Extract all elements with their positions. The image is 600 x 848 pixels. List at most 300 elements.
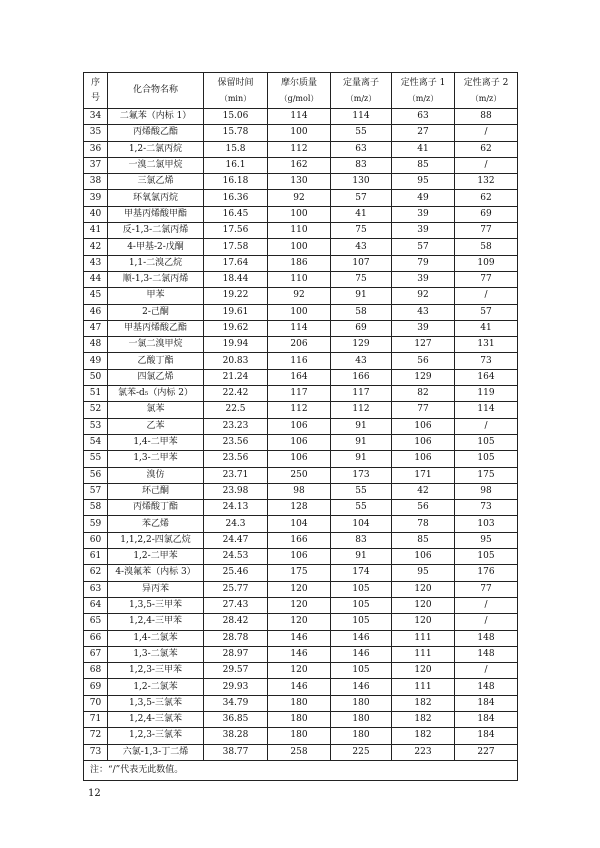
cell-qual-ion-1: 49 — [392, 190, 455, 206]
cell-no: 37 — [84, 157, 108, 173]
cell-qual-ion-2: 148 — [455, 679, 518, 695]
cell-molar-mass: 106 — [268, 418, 331, 434]
cell-qual-ion-2: 73 — [455, 500, 518, 516]
cell-molar-mass: 104 — [268, 516, 331, 532]
cell-quant-ion: 166 — [331, 369, 392, 385]
cell-molar-mass: 98 — [268, 483, 331, 499]
cell-qual-ion-2: / — [455, 125, 518, 141]
cell-retention-time: 18.44 — [204, 271, 268, 287]
cell-retention-time: 23.56 — [204, 451, 268, 467]
cell-compound-name: 丙烯酸丁酯 — [108, 500, 204, 516]
cell-compound-name: 1,3,5-三甲苯 — [108, 597, 204, 613]
cell-qual-ion-1: 182 — [392, 728, 455, 744]
cell-qual-ion-2: 184 — [455, 695, 518, 711]
page-number: 12 — [88, 788, 101, 799]
cell-retention-time: 16.18 — [204, 174, 268, 190]
cell-no: 67 — [84, 646, 108, 662]
cell-qual-ion-2: 105 — [455, 549, 518, 565]
cell-retention-time: 28.97 — [204, 646, 268, 662]
cell-retention-time: 17.58 — [204, 239, 268, 255]
cell-molar-mass: 250 — [268, 467, 331, 483]
cell-qual-ion-1: 120 — [392, 614, 455, 630]
table-row — [84, 614, 518, 630]
cell-quant-ion: 112 — [331, 402, 392, 418]
cell-retention-time: 15.8 — [204, 141, 268, 157]
cell-quant-ion: 173 — [331, 467, 392, 483]
table-row — [84, 304, 518, 320]
cell-no: 48 — [84, 337, 108, 353]
cell-quant-ion: 63 — [331, 141, 392, 157]
table-row — [84, 320, 518, 336]
cell-qual-ion-1: 182 — [392, 695, 455, 711]
cell-no: 40 — [84, 206, 108, 222]
cell-retention-time: 24.3 — [204, 516, 268, 532]
cell-no: 38 — [84, 174, 108, 190]
cell-molar-mass: 120 — [268, 663, 331, 679]
cell-retention-time: 15.06 — [204, 109, 268, 125]
table-row — [84, 125, 518, 141]
cell-no: 61 — [84, 549, 108, 565]
cell-no: 34 — [84, 109, 108, 125]
cell-qual-ion-2: 227 — [455, 744, 518, 760]
cell-no: 57 — [84, 483, 108, 499]
table-row — [84, 744, 518, 760]
cell-compound-name: 1,4-二氯苯 — [108, 630, 204, 646]
table-row — [84, 663, 518, 679]
cell-no: 58 — [84, 500, 108, 516]
table-row — [84, 337, 518, 353]
header-molar-mass-unit: （g/mol） — [279, 93, 319, 103]
table-row — [84, 646, 518, 662]
cell-molar-mass: 106 — [268, 549, 331, 565]
table-row — [84, 174, 518, 190]
cell-qual-ion-2: 114 — [455, 402, 518, 418]
header-quant-ion-label: 定量离子 — [342, 77, 379, 88]
cell-qual-ion-1: 95 — [392, 174, 455, 190]
cell-retention-time: 38.77 — [204, 744, 268, 760]
cell-qual-ion-2: 69 — [455, 206, 518, 222]
header-qual-ion-1-label: 定性离子 1 — [400, 77, 446, 88]
cell-compound-name: 环氧氯丙烷 — [108, 190, 204, 206]
cell-qual-ion-1: 106 — [392, 418, 455, 434]
cell-compound-name: 三氯乙烯 — [108, 174, 204, 190]
table-row — [84, 711, 518, 727]
cell-compound-name: 1,3-二甲苯 — [108, 451, 204, 467]
cell-qual-ion-2: 62 — [455, 141, 518, 157]
cell-retention-time: 29.57 — [204, 663, 268, 679]
table-row — [84, 386, 518, 402]
cell-compound-name: 1,1,2,2-四氯乙烷 — [108, 532, 204, 548]
cell-molar-mass: 114 — [268, 109, 331, 125]
cell-qual-ion-1: 111 — [392, 679, 455, 695]
cell-molar-mass: 180 — [268, 711, 331, 727]
cell-qual-ion-2: 77 — [455, 223, 518, 239]
cell-molar-mass: 120 — [268, 614, 331, 630]
cell-qual-ion-2: / — [455, 288, 518, 304]
cell-molar-mass: 180 — [268, 695, 331, 711]
cell-retention-time: 19.61 — [204, 304, 268, 320]
cell-quant-ion: 83 — [331, 532, 392, 548]
cell-compound-name: 4-甲基-2-戊酮 — [108, 239, 204, 255]
cell-compound-name: 甲基丙烯酸甲酯 — [108, 206, 204, 222]
table-row — [84, 157, 518, 173]
cell-molar-mass: 146 — [268, 630, 331, 646]
cell-molar-mass: 100 — [268, 304, 331, 320]
table-row — [84, 467, 518, 483]
cell-qual-ion-1: 85 — [392, 532, 455, 548]
header-quant-ion — [331, 73, 392, 109]
cell-molar-mass: 258 — [268, 744, 331, 760]
cell-no: 47 — [84, 320, 108, 336]
cell-quant-ion: 91 — [331, 288, 392, 304]
cell-compound-name: 1,2,3-三氯苯 — [108, 728, 204, 744]
cell-quant-ion: 130 — [331, 174, 392, 190]
cell-qual-ion-1: 171 — [392, 467, 455, 483]
cell-retention-time: 24.47 — [204, 532, 268, 548]
cell-molar-mass: 112 — [268, 402, 331, 418]
cell-no: 50 — [84, 369, 108, 385]
cell-compound-name: 乙酸丁酯 — [108, 353, 204, 369]
table-row — [84, 679, 518, 695]
cell-no: 68 — [84, 663, 108, 679]
cell-retention-time: 16.36 — [204, 190, 268, 206]
cell-qual-ion-1: 223 — [392, 744, 455, 760]
cell-compound-name: 甲苯 — [108, 288, 204, 304]
cell-no: 59 — [84, 516, 108, 532]
cell-qual-ion-1: 56 — [392, 500, 455, 516]
table-row — [84, 206, 518, 222]
cell-molar-mass: 175 — [268, 565, 331, 581]
table-row — [84, 190, 518, 206]
cell-no: 42 — [84, 239, 108, 255]
cell-retention-time: 16.1 — [204, 157, 268, 173]
cell-retention-time: 28.42 — [204, 614, 268, 630]
cell-molar-mass: 114 — [268, 320, 331, 336]
cell-retention-time: 24.53 — [204, 549, 268, 565]
header-quant-ion-unit: （m/z） — [345, 93, 377, 103]
cell-quant-ion: 107 — [331, 255, 392, 271]
cell-retention-time: 19.22 — [204, 288, 268, 304]
cell-qual-ion-2: 57 — [455, 304, 518, 320]
table-row — [84, 565, 518, 581]
header-qual-ion-1-unit: （m/z） — [407, 93, 439, 103]
cell-qual-ion-1: 120 — [392, 581, 455, 597]
cell-compound-name: 氯苯 — [108, 402, 204, 418]
header-molar-mass — [268, 73, 331, 109]
table-row — [84, 271, 518, 287]
cell-compound-name: 乙苯 — [108, 418, 204, 434]
table-row — [84, 402, 518, 418]
table-body — [84, 109, 518, 761]
cell-qual-ion-2: 119 — [455, 386, 518, 402]
cell-quant-ion: 129 — [331, 337, 392, 353]
cell-compound-name: 一氯二溴甲烷 — [108, 337, 204, 353]
cell-retention-time: 23.71 — [204, 467, 268, 483]
cell-no: 56 — [84, 467, 108, 483]
cell-molar-mass: 92 — [268, 190, 331, 206]
cell-no: 71 — [84, 711, 108, 727]
cell-compound-name: 4-溴氟苯（内标 3） — [108, 565, 204, 581]
cell-compound-name: 1,2,4-三甲苯 — [108, 614, 204, 630]
cell-compound-name: 1,4-二甲苯 — [108, 434, 204, 450]
table-row — [84, 500, 518, 516]
table-row — [84, 353, 518, 369]
header-no — [84, 73, 108, 109]
cell-retention-time: 24.13 — [204, 500, 268, 516]
cell-quant-ion: 225 — [331, 744, 392, 760]
cell-qual-ion-1: 39 — [392, 206, 455, 222]
cell-retention-time: 23.98 — [204, 483, 268, 499]
cell-qual-ion-2: 184 — [455, 711, 518, 727]
cell-quant-ion: 91 — [331, 434, 392, 450]
table-row — [84, 516, 518, 532]
cell-retention-time: 17.56 — [204, 223, 268, 239]
cell-compound-name: 1,2-二甲苯 — [108, 549, 204, 565]
cell-molar-mass: 112 — [268, 141, 331, 157]
cell-qual-ion-2: / — [455, 597, 518, 613]
cell-compound-name: 四氯乙烯 — [108, 369, 204, 385]
cell-qual-ion-2: 176 — [455, 565, 518, 581]
cell-molar-mass: 166 — [268, 532, 331, 548]
cell-molar-mass: 106 — [268, 451, 331, 467]
cell-no: 35 — [84, 125, 108, 141]
cell-no: 43 — [84, 255, 108, 271]
cell-no: 53 — [84, 418, 108, 434]
header-qual-ion-2-label: 定性离子 2 — [463, 77, 509, 88]
cell-no: 41 — [84, 223, 108, 239]
cell-molar-mass: 110 — [268, 271, 331, 287]
table-row — [84, 255, 518, 271]
cell-molar-mass: 100 — [268, 206, 331, 222]
cell-qual-ion-1: 39 — [392, 223, 455, 239]
cell-no: 39 — [84, 190, 108, 206]
cell-no: 66 — [84, 630, 108, 646]
cell-qual-ion-2: / — [455, 614, 518, 630]
cell-molar-mass: 128 — [268, 500, 331, 516]
cell-no: 60 — [84, 532, 108, 548]
cell-qual-ion-2: 148 — [455, 630, 518, 646]
cell-qual-ion-1: 27 — [392, 125, 455, 141]
table-row — [84, 549, 518, 565]
table-row — [84, 630, 518, 646]
cell-quant-ion: 91 — [331, 549, 392, 565]
header-retention-time-unit: （min） — [219, 93, 252, 103]
cell-qual-ion-1: 106 — [392, 434, 455, 450]
cell-qual-ion-1: 43 — [392, 304, 455, 320]
cell-qual-ion-1: 78 — [392, 516, 455, 532]
cell-qual-ion-2: 58 — [455, 239, 518, 255]
cell-compound-name: 1,2-二氯苯 — [108, 679, 204, 695]
cell-no: 44 — [84, 271, 108, 287]
cell-quant-ion: 91 — [331, 418, 392, 434]
cell-qual-ion-1: 106 — [392, 451, 455, 467]
cell-molar-mass: 146 — [268, 646, 331, 662]
cell-no: 69 — [84, 679, 108, 695]
cell-retention-time: 22.42 — [204, 386, 268, 402]
cell-quant-ion: 69 — [331, 320, 392, 336]
cell-qual-ion-2: 132 — [455, 174, 518, 190]
cell-no: 70 — [84, 695, 108, 711]
cell-qual-ion-2: 88 — [455, 109, 518, 125]
cell-molar-mass: 206 — [268, 337, 331, 353]
header-no-line1: 序 — [90, 77, 100, 88]
header-molar-mass-label: 摩尔质量 — [280, 77, 317, 88]
table-row — [84, 597, 518, 613]
cell-molar-mass: 120 — [268, 597, 331, 613]
cell-no: 45 — [84, 288, 108, 304]
cell-qual-ion-2: 184 — [455, 728, 518, 744]
cell-quant-ion: 105 — [331, 663, 392, 679]
cell-no: 62 — [84, 565, 108, 581]
cell-qual-ion-2: 175 — [455, 467, 518, 483]
cell-compound-name: 环己酮 — [108, 483, 204, 499]
cell-retention-time: 21.24 — [204, 369, 268, 385]
cell-compound-name: 异丙苯 — [108, 581, 204, 597]
cell-molar-mass: 162 — [268, 157, 331, 173]
table-row — [84, 532, 518, 548]
cell-compound-name: 1,2,4-三氯苯 — [108, 711, 204, 727]
cell-quant-ion: 146 — [331, 630, 392, 646]
cell-molar-mass: 117 — [268, 386, 331, 402]
cell-no: 36 — [84, 141, 108, 157]
cell-no: 46 — [84, 304, 108, 320]
table-row — [84, 418, 518, 434]
cell-quant-ion: 146 — [331, 679, 392, 695]
table-row — [84, 451, 518, 467]
cell-retention-time: 16.45 — [204, 206, 268, 222]
header-retention-time — [204, 73, 268, 109]
cell-quant-ion: 104 — [331, 516, 392, 532]
cell-retention-time: 25.77 — [204, 581, 268, 597]
cell-retention-time: 25.46 — [204, 565, 268, 581]
cell-qual-ion-1: 56 — [392, 353, 455, 369]
cell-quant-ion: 146 — [331, 646, 392, 662]
cell-no: 73 — [84, 744, 108, 760]
compound-table — [83, 72, 518, 781]
cell-retention-time: 19.94 — [204, 337, 268, 353]
cell-qual-ion-2: 164 — [455, 369, 518, 385]
table-row — [84, 239, 518, 255]
header-qual-ion-2-unit: （m/z） — [470, 93, 502, 103]
cell-molar-mass: 116 — [268, 353, 331, 369]
cell-retention-time: 23.23 — [204, 418, 268, 434]
cell-quant-ion: 105 — [331, 581, 392, 597]
cell-quant-ion: 180 — [331, 728, 392, 744]
cell-qual-ion-1: 39 — [392, 320, 455, 336]
header-no-line2: 号 — [90, 92, 100, 103]
cell-retention-time: 27.43 — [204, 597, 268, 613]
cell-qual-ion-1: 85 — [392, 157, 455, 173]
cell-qual-ion-2: 148 — [455, 646, 518, 662]
cell-retention-time: 36.85 — [204, 711, 268, 727]
cell-quant-ion: 43 — [331, 239, 392, 255]
cell-retention-time: 22.5 — [204, 402, 268, 418]
cell-qual-ion-1: 79 — [392, 255, 455, 271]
cell-quant-ion: 75 — [331, 223, 392, 239]
cell-qual-ion-2: 41 — [455, 320, 518, 336]
table-note: 注：“/”代表无此数值。 — [84, 760, 518, 780]
table-row — [84, 141, 518, 157]
cell-quant-ion: 55 — [331, 125, 392, 141]
cell-retention-time: 29.93 — [204, 679, 268, 695]
note-row — [84, 760, 518, 780]
table-row — [84, 109, 518, 125]
cell-qual-ion-1: 41 — [392, 141, 455, 157]
cell-quant-ion: 55 — [331, 483, 392, 499]
cell-qual-ion-1: 57 — [392, 239, 455, 255]
cell-retention-time: 38.28 — [204, 728, 268, 744]
table-row — [84, 728, 518, 744]
cell-qual-ion-2: 109 — [455, 255, 518, 271]
cell-quant-ion: 105 — [331, 597, 392, 613]
cell-qual-ion-2: / — [455, 157, 518, 173]
cell-compound-name: 2-己酮 — [108, 304, 204, 320]
cell-molar-mass: 106 — [268, 434, 331, 450]
cell-quant-ion: 114 — [331, 109, 392, 125]
cell-quant-ion: 55 — [331, 500, 392, 516]
cell-quant-ion: 180 — [331, 695, 392, 711]
table-row — [84, 369, 518, 385]
cell-qual-ion-1: 95 — [392, 565, 455, 581]
cell-qual-ion-1: 63 — [392, 109, 455, 125]
cell-no: 52 — [84, 402, 108, 418]
cell-retention-time: 19.62 — [204, 320, 268, 336]
cell-quant-ion: 180 — [331, 711, 392, 727]
cell-qual-ion-2: 105 — [455, 451, 518, 467]
cell-qual-ion-1: 106 — [392, 549, 455, 565]
table-row — [84, 581, 518, 597]
cell-compound-name: 六氯-1,3-丁二烯 — [108, 744, 204, 760]
cell-qual-ion-1: 127 — [392, 337, 455, 353]
cell-retention-time: 23.56 — [204, 434, 268, 450]
cell-compound-name: 1,3,5-三氯苯 — [108, 695, 204, 711]
cell-molar-mass: 186 — [268, 255, 331, 271]
cell-qual-ion-1: 77 — [392, 402, 455, 418]
table-row — [84, 695, 518, 711]
cell-compound-name: 顺-1,3-二氯丙烯 — [108, 271, 204, 287]
cell-no: 54 — [84, 434, 108, 450]
header-qual-ion-2 — [455, 73, 518, 109]
cell-quant-ion: 105 — [331, 614, 392, 630]
cell-compound-name: 苯乙烯 — [108, 516, 204, 532]
cell-compound-name: 氯苯-d₅（内标 2） — [108, 386, 204, 402]
cell-compound-name: 溴仿 — [108, 467, 204, 483]
cell-molar-mass: 110 — [268, 223, 331, 239]
cell-quant-ion: 57 — [331, 190, 392, 206]
cell-compound-name: 1,3-二氯苯 — [108, 646, 204, 662]
cell-compound-name: 1,1-二溴乙烷 — [108, 255, 204, 271]
cell-quant-ion: 174 — [331, 565, 392, 581]
cell-quant-ion: 75 — [331, 271, 392, 287]
cell-qual-ion-2: 73 — [455, 353, 518, 369]
cell-molar-mass: 100 — [268, 239, 331, 255]
cell-compound-name: 反-1,3-二氯丙烯 — [108, 223, 204, 239]
cell-qual-ion-1: 120 — [392, 663, 455, 679]
header-retention-time-label: 保留时间 — [217, 77, 254, 88]
cell-compound-name: 丙烯酸乙酯 — [108, 125, 204, 141]
cell-retention-time: 28.78 — [204, 630, 268, 646]
table-row — [84, 288, 518, 304]
cell-quant-ion: 83 — [331, 157, 392, 173]
table-header-row — [84, 73, 518, 109]
cell-qual-ion-2: 77 — [455, 271, 518, 287]
cell-qual-ion-2: 95 — [455, 532, 518, 548]
cell-no: 55 — [84, 451, 108, 467]
cell-retention-time: 17.64 — [204, 255, 268, 271]
table-row — [84, 483, 518, 499]
header-name: 化合物名称 — [108, 73, 204, 109]
cell-no: 65 — [84, 614, 108, 630]
